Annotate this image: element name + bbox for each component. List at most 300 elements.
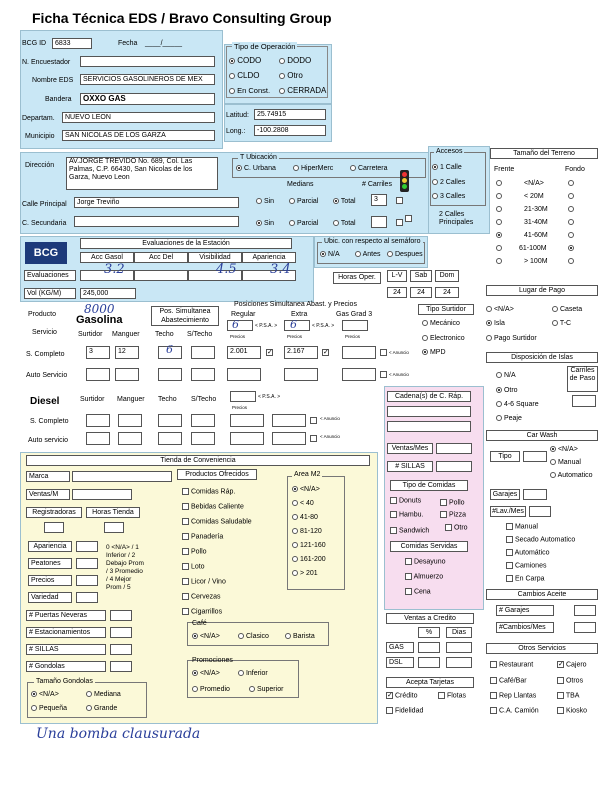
gas-techo-hand: 6 <box>166 343 173 356</box>
ventas-m-field[interactable] <box>72 489 132 500</box>
promo-na[interactable]: <N/A> <box>192 670 220 677</box>
terreno-frente-2[interactable] <box>496 206 502 213</box>
diesel-as-techo[interactable] <box>158 432 182 445</box>
accesos-1[interactable]: 1 Calle <box>432 164 462 171</box>
cambios-garajes: # Garajes <box>496 605 554 616</box>
terreno-row-label: > 100M <box>524 258 548 265</box>
reg-psa-box[interactable] <box>227 320 253 331</box>
regular-header: Regular <box>231 311 256 318</box>
apariencia-label: Apariencia <box>28 541 72 552</box>
radio-icon <box>432 164 438 170</box>
horas-val-lv[interactable]: 24 <box>387 287 407 298</box>
ext-price-field[interactable]: 2.167 <box>284 346 318 359</box>
serv-tba[interactable]: TBA <box>557 692 579 699</box>
producto-label: Producto <box>28 311 57 318</box>
op-en-const[interactable]: En Const. <box>229 86 270 95</box>
tarjeta-credito[interactable]: ✓ Crédito <box>387 692 418 700</box>
sem1-total[interactable]: Total <box>333 198 356 205</box>
radio-icon <box>249 686 255 692</box>
longitud-field[interactable]: -100.2808 <box>254 125 326 136</box>
checkbox-icon <box>182 548 189 555</box>
diesel-as-anuncio: < Anuncio <box>320 434 340 439</box>
eval-col-apariencia: Apariencia <box>242 252 296 263</box>
ubic-carretera[interactable]: Carretera <box>350 165 388 172</box>
gond-mediana[interactable]: Mediana <box>86 691 121 698</box>
diesel-as-stecho[interactable] <box>191 432 215 445</box>
cafe-barista[interactable]: Barista <box>285 633 315 640</box>
puertas-field[interactable] <box>110 610 132 621</box>
comidas-servidas-header: Comidas Servidas <box>390 541 468 552</box>
terreno-fondo-3[interactable] <box>568 219 574 226</box>
cambios-mes-field[interactable] <box>574 622 596 633</box>
peatones-label: Peatones <box>28 558 72 569</box>
checkbox-icon <box>440 499 447 506</box>
diesel-sc-techo[interactable] <box>158 414 182 427</box>
sem1-parcial[interactable]: Parcial <box>289 198 318 205</box>
op-cerrada[interactable]: CERRADA <box>279 86 326 95</box>
op-codo[interactable]: CODO <box>229 56 261 65</box>
municipio-label: Municipio <box>25 133 55 140</box>
checkbox-icon <box>390 527 397 534</box>
rating-scale-line: Prom / 5 <box>106 584 131 591</box>
radio-icon <box>350 165 356 171</box>
ventas-credito-header: Ventas a Credito <box>386 613 474 624</box>
cadenas-field-2[interactable] <box>387 421 471 432</box>
producto-item[interactable]: Bebidas Caliente <box>182 503 244 510</box>
radio-icon <box>256 220 262 226</box>
terreno-frente-5[interactable] <box>496 245 502 252</box>
checkbox-icon <box>440 511 447 518</box>
radio-icon <box>550 472 556 478</box>
gas-auto-ext[interactable] <box>284 368 318 381</box>
g3-price-field[interactable] <box>342 346 376 359</box>
tarjeta-flotas[interactable]: Flotas <box>438 692 466 699</box>
diesel-col-manguer: Manguer <box>117 396 145 403</box>
gas-auto-check[interactable] <box>380 371 387 378</box>
producto-item[interactable]: Cigarrillos <box>182 608 222 615</box>
estacionamientos-field[interactable] <box>110 627 132 638</box>
diesel-sc-check[interactable] <box>310 417 317 424</box>
horas-tienda-field[interactable] <box>104 522 124 533</box>
checkbox-icon <box>390 497 397 504</box>
accesos-label: Accesos <box>436 148 463 155</box>
t-ubicacion-label: T Ubicación <box>240 154 277 161</box>
cadenas-header: Cadena(s) de C. Ráp. <box>387 391 471 402</box>
servida-cena[interactable]: Cena <box>405 588 431 595</box>
checkbox-icon <box>445 524 452 531</box>
accesos-principales-check[interactable] <box>405 215 412 222</box>
latitud-field[interactable]: 25.74915 <box>254 109 326 120</box>
terreno-fondo-2[interactable] <box>568 206 574 213</box>
car-wash-garajes-field[interactable] <box>523 489 547 500</box>
tarjeta-fidelidad[interactable]: Fidelidad <box>386 707 423 714</box>
nombre-eds-label: Nombre EDS <box>32 77 74 84</box>
gas-s-completo-label: S. Completo <box>26 351 65 358</box>
radio-icon <box>496 245 502 251</box>
credito-dsl-dias[interactable] <box>446 657 472 668</box>
checkbox-icon <box>182 533 189 540</box>
rating-scale-line: 0 <N/A> / 1 <box>106 544 139 551</box>
terreno-frente-3[interactable] <box>496 219 502 226</box>
gas-auto-techo[interactable] <box>158 368 182 381</box>
ventas-mes-field[interactable] <box>436 443 472 454</box>
radio-icon <box>292 570 298 576</box>
radio-icon <box>496 415 502 421</box>
diesel-s-completo-label: S. Completo <box>30 418 69 425</box>
radio-icon <box>432 179 438 185</box>
bcg-logo: BCG <box>25 242 67 264</box>
ubic-despues[interactable]: Despues <box>387 251 423 258</box>
radio-icon <box>292 542 298 548</box>
diesel-sc-surtidor[interactable] <box>86 414 110 427</box>
ext-psa-box[interactable] <box>284 320 310 331</box>
isla-na[interactable]: N/A <box>496 372 516 379</box>
eval-col-acc-del: Acc Del <box>134 252 188 263</box>
wash-na[interactable]: <N/A> <box>550 446 578 453</box>
surtidor-electronico[interactable]: Electronico <box>422 335 465 342</box>
area-option[interactable]: 41-80 <box>292 514 318 521</box>
horas-tienda-label: Horas Tienda <box>86 507 140 518</box>
isla-peaje[interactable]: Peaje <box>496 415 522 422</box>
radio-icon <box>256 198 262 204</box>
servicio-label: Servicio <box>32 329 57 336</box>
vol-field[interactable]: 245,000 <box>80 288 136 299</box>
col-manguer: Manguer <box>112 331 140 338</box>
radio-icon <box>285 633 291 639</box>
isla-otro[interactable]: Otro <box>496 387 518 394</box>
variedad-field[interactable] <box>76 592 98 603</box>
sem1-check[interactable] <box>396 197 403 204</box>
radio-icon <box>333 198 339 204</box>
checkbox-icon: ✓ <box>387 692 393 699</box>
comida-pollo[interactable]: Pollo <box>440 499 465 506</box>
terreno-fondo-6[interactable] <box>568 258 574 265</box>
radio-icon <box>496 372 502 378</box>
servida-almuerzo[interactable]: Almuerzo <box>405 573 443 580</box>
producto-item[interactable]: Licor / Vino <box>182 578 226 585</box>
pago-caseta[interactable]: Caseta <box>552 306 582 313</box>
nombre-eds-field[interactable]: SERVICIOS GASOLINEROS DE MEX <box>80 74 215 85</box>
checkbox-icon <box>506 549 513 556</box>
producto-item[interactable]: Panadería <box>182 533 223 540</box>
gas-auto-g3[interactable] <box>342 368 376 381</box>
horas-val-dom[interactable]: 24 <box>435 287 459 298</box>
accesos-3[interactable]: 3 Calles <box>432 193 465 200</box>
wash-manual[interactable]: Manual <box>550 459 581 466</box>
checkbox-icon <box>386 707 393 714</box>
surtidor-mecanico[interactable]: Mecánico <box>422 320 460 327</box>
reg-precios-label: Precios <box>230 334 246 339</box>
area-option[interactable]: 81-120 <box>292 528 322 535</box>
precios-label: Precios <box>28 575 72 586</box>
direccion-field[interactable]: AV.JORGE TREVIDO No. 689, Col. Las Palmas, C.P. 66430, San Nicolas de los Garza, Nuevo Leon <box>66 157 218 190</box>
diesel-psa-box[interactable] <box>230 391 256 402</box>
serv-restaurant[interactable]: Restaurant <box>490 661 533 668</box>
radio-icon <box>236 165 242 171</box>
calle-principal-field[interactable]: Jorge Treviño <box>74 197 239 208</box>
radio-icon <box>292 528 298 534</box>
radio-icon <box>289 198 295 204</box>
sem2-sin[interactable]: Sin <box>256 220 274 227</box>
gas-auto-reg[interactable] <box>227 368 261 381</box>
ubic-antes[interactable]: Antes <box>355 251 380 258</box>
gondolas-field[interactable] <box>110 661 132 672</box>
terreno-fondo-4[interactable] <box>568 232 574 239</box>
terreno-fondo-5[interactable] <box>568 245 574 252</box>
sem1-sin[interactable]: Sin <box>256 198 274 205</box>
wash-check-item[interactable]: Secado Automatico <box>506 536 575 543</box>
diesel-as-surtidor[interactable] <box>86 432 110 445</box>
peatones-field[interactable] <box>76 558 98 569</box>
reg-check[interactable]: ✓ <box>267 349 273 356</box>
diesel-col-stecho: S/Techo <box>191 396 217 403</box>
radio-icon <box>293 165 299 171</box>
carriles-paso-label: Carriles de Paso <box>567 366 598 392</box>
radio-icon <box>355 251 361 257</box>
gas-auto-anuncio: < Anuncio <box>389 372 409 377</box>
promociones-label: Promociones <box>192 657 233 664</box>
eval-hand-visibilidad: 4.5 <box>216 262 237 277</box>
comida-pizza[interactable]: Pizza <box>440 511 466 518</box>
serv-otros[interactable]: Otros <box>557 677 583 684</box>
diesel-sc-price2[interactable] <box>272 414 306 427</box>
checkbox-icon <box>490 677 497 684</box>
tienda-header: Tienda de Conveniencia <box>26 455 370 466</box>
cambios-garajes-field[interactable] <box>574 605 596 616</box>
gas-auto-manguer[interactable] <box>115 368 139 381</box>
terreno-frente-1[interactable] <box>496 193 502 200</box>
producto-item[interactable]: Loto <box>182 563 205 570</box>
horas-col-sab: Sab <box>410 270 432 282</box>
promo-superior[interactable]: Superior <box>249 686 283 693</box>
pago-tc[interactable]: T-C <box>552 320 571 327</box>
radio-icon <box>422 335 428 341</box>
checkbox-icon: ✓ <box>558 661 564 668</box>
cadenas-field-1[interactable] <box>387 406 471 417</box>
c-secundaria-field[interactable] <box>74 216 239 227</box>
accesos-principales-label: 2 Calles Principales <box>439 211 474 226</box>
departam-label: Departam. <box>22 115 55 122</box>
producto-item[interactable]: Pollo <box>182 548 207 555</box>
diesel-as-price2[interactable] <box>272 432 306 445</box>
diesel-sc-manguer[interactable] <box>118 414 142 427</box>
g3-check[interactable] <box>380 349 387 356</box>
checkbox-icon <box>182 518 189 525</box>
disposicion-header: Disposición de Islas <box>486 352 598 363</box>
radio-icon <box>86 691 92 697</box>
sem2-field[interactable] <box>371 216 387 228</box>
otros-servicios-header: Otros Servicios <box>486 643 598 654</box>
credito-gas-pct[interactable] <box>418 642 440 653</box>
g3-precios-label: Precios <box>345 334 361 339</box>
diesel-sc-anuncio: < Anuncio <box>320 416 340 421</box>
pago-na[interactable]: <N/A> <box>486 306 514 313</box>
ubic-na[interactable]: N/A <box>320 251 340 258</box>
registradoras-field[interactable] <box>44 522 64 533</box>
radio-icon <box>568 219 574 225</box>
producto-item[interactable]: Comidas Ráp. <box>182 488 235 495</box>
marca-field[interactable] <box>72 471 172 482</box>
radio-icon <box>31 705 37 711</box>
credito-dsl-pct[interactable] <box>418 657 440 668</box>
area-option[interactable]: < 40 <box>292 500 314 507</box>
ubic-semaforo-label: Ubic. con respecto al semáforo <box>324 238 421 245</box>
pago-surtidor[interactable]: Pago Surtidor <box>486 335 537 342</box>
rating-scale-line: / 3 Promedio <box>106 568 143 575</box>
op-cldo[interactable]: CLDO <box>229 71 259 80</box>
terreno-row-label: < 20M <box>524 193 544 200</box>
rating-scale-line: Debajo Prom <box>106 560 144 567</box>
gas-manguer-field[interactable]: 12 <box>115 346 139 359</box>
area-option[interactable]: <N/A> <box>292 486 320 493</box>
pago-isla[interactable]: Isla <box>486 320 505 327</box>
reg-price-field[interactable]: 2.001 <box>227 346 261 359</box>
bcg-id-field[interactable]: 6833 <box>52 38 92 49</box>
car-wash-lav-field[interactable] <box>529 506 551 517</box>
producto-item[interactable]: Cervezas <box>182 593 221 600</box>
municipio-field[interactable]: SAN NICOLAS DE LOS GARZA <box>62 130 215 141</box>
surtidor-mpd[interactable]: MPD <box>422 349 446 356</box>
serv-rep-llantas[interactable]: Rep Llantas <box>490 692 536 699</box>
wash-check-item[interactable]: Automático <box>506 549 550 556</box>
gas-auto-label: Auto Servicio <box>26 372 68 379</box>
precios-field[interactable] <box>76 575 98 586</box>
comida-otro[interactable]: Otro <box>445 524 468 531</box>
radio-icon <box>496 258 502 264</box>
ubic-c-urbana[interactable]: C. Urbana <box>236 165 276 172</box>
gas-auto-surtidor[interactable] <box>86 368 110 381</box>
accesos-2[interactable]: 2 Calles <box>432 179 465 186</box>
radio-icon <box>496 387 502 393</box>
wash-check-item[interactable]: En Carpa <box>506 575 545 582</box>
encuestador-field[interactable] <box>80 56 215 67</box>
sillas2-field[interactable] <box>436 461 472 472</box>
gas-auto-stecho[interactable] <box>191 368 215 381</box>
wash-auto[interactable]: Automatico <box>550 472 593 479</box>
radio-icon <box>292 556 298 562</box>
ext-precios-label: Precios <box>287 334 303 339</box>
serv-kiosko[interactable]: Kiosko <box>557 707 587 714</box>
apariencia-field[interactable] <box>76 541 98 552</box>
col-s-techo: S/Techo <box>187 331 213 338</box>
serv-ca-camion[interactable]: C.A. Camión <box>490 707 539 714</box>
radio-icon <box>279 88 285 94</box>
terreno-row-label: 21-30M <box>524 206 548 213</box>
radio-icon <box>192 686 198 692</box>
producto-item[interactable]: Comidas Saludable <box>182 518 252 525</box>
terreno-frente-6[interactable] <box>496 258 502 265</box>
tipo-operacion-label: Tipo de Operación <box>234 42 296 51</box>
terreno-frente-0[interactable] <box>496 180 502 187</box>
gond-pequena[interactable]: Pequeña <box>31 705 67 712</box>
horas-col-lv: L-V <box>387 270 407 282</box>
fecha-value[interactable]: ____/_____ <box>145 40 182 47</box>
car-wash-lav-mes: #Lav./Mes <box>490 506 526 517</box>
sem2-parcial[interactable]: Parcial <box>289 220 318 227</box>
ubic-hipermerc[interactable]: HiperMerc <box>293 165 333 172</box>
fondo-label: Fondo <box>565 166 585 173</box>
page-title: Ficha Técnica EDS / Bravo Consulting Group <box>32 10 332 26</box>
radio-icon <box>568 180 574 186</box>
carriles-paso-field[interactable] <box>572 395 596 407</box>
sem2-check[interactable] <box>396 219 403 226</box>
servida-desayuno[interactable]: Desayuno <box>405 558 445 565</box>
checkbox-icon <box>182 578 189 585</box>
estacionamientos-label: # Estacionamientos <box>26 627 106 638</box>
op-otro[interactable]: Otro <box>279 71 303 80</box>
diesel-sc-price[interactable] <box>230 414 264 427</box>
radio-icon <box>568 193 574 199</box>
radio-icon <box>229 88 235 94</box>
terreno-row-label: 61-100M <box>519 245 547 252</box>
gas-surtidor-field[interactable]: 3 <box>86 346 110 359</box>
departam-field[interactable]: NUEVO LEON <box>62 112 215 123</box>
checkbox-icon <box>438 692 445 699</box>
horas-val-sab[interactable]: 24 <box>410 287 432 298</box>
wash-check-item[interactable]: Camiones <box>506 562 546 569</box>
promo-inferior[interactable]: Inferior <box>238 670 268 677</box>
fecha-label: Fecha <box>118 40 138 47</box>
ext-check[interactable]: ✓ <box>323 349 329 356</box>
sem2-total[interactable]: Total <box>333 220 356 227</box>
g3-psa-box[interactable] <box>342 320 368 331</box>
diesel-as-manguer[interactable] <box>118 432 142 445</box>
car-wash-tipo-field[interactable] <box>523 451 547 462</box>
area-option[interactable]: 161-200 <box>292 556 326 563</box>
cafe-na[interactable]: <N/A> <box>192 633 220 640</box>
checkbox-icon <box>182 488 189 495</box>
cafe-clasico[interactable]: Clasico <box>238 633 269 640</box>
diesel-sc-stecho[interactable] <box>191 414 215 427</box>
area-option[interactable]: > 201 <box>292 570 318 577</box>
sillas2-label: # SILLAS <box>387 461 433 472</box>
terreno-frente-4[interactable] <box>496 232 502 239</box>
bandera-field[interactable]: OXXO GAS <box>80 93 215 105</box>
gas-stecho-field[interactable] <box>191 346 215 359</box>
marca-label: Marca <box>26 471 70 482</box>
radio-icon <box>432 193 438 199</box>
eval-val-acc-del[interactable] <box>134 270 188 281</box>
comida-sandwich[interactable]: Sandwich <box>390 527 429 534</box>
carriles-field[interactable]: 3 <box>371 194 387 206</box>
serv-cafe-bar[interactable]: Café/Bar <box>490 677 527 684</box>
sillas-field[interactable] <box>110 644 132 655</box>
checkbox-icon <box>506 562 513 569</box>
terreno-fondo-1[interactable] <box>568 193 574 200</box>
isla-46[interactable]: 4-6 Square <box>496 401 539 408</box>
comida-hambu[interactable]: Hambu. <box>390 511 423 518</box>
diesel-as-price[interactable] <box>230 432 264 445</box>
gond-na[interactable]: <N/A> <box>31 691 59 698</box>
serv-cajero[interactable]: ✓ Cajero <box>558 661 587 669</box>
sillas-label: # SILLAS <box>26 644 106 655</box>
credito-gas-dias[interactable] <box>446 642 472 653</box>
wash-check-item[interactable]: Manual <box>506 523 538 530</box>
gond-grande[interactable]: Grande <box>86 705 117 712</box>
radio-icon <box>192 633 198 639</box>
car-wash-header: Car Wash <box>486 430 598 441</box>
registradoras-label: Registradoras <box>26 507 82 518</box>
calle-principal-label: Calle Principal <box>22 201 67 208</box>
puertas-label: # Puertas Neveras <box>26 610 106 621</box>
terreno-fondo-0[interactable] <box>568 180 574 187</box>
promo-promedio[interactable]: Promedio <box>192 686 230 693</box>
op-dodo[interactable]: DODO <box>279 56 311 65</box>
comida-donuts[interactable]: Donuts <box>390 497 421 504</box>
diesel-as-check[interactable] <box>310 435 317 442</box>
area-option[interactable]: 121-160 <box>292 542 326 549</box>
producto-handwritten: 8000 <box>84 302 115 316</box>
